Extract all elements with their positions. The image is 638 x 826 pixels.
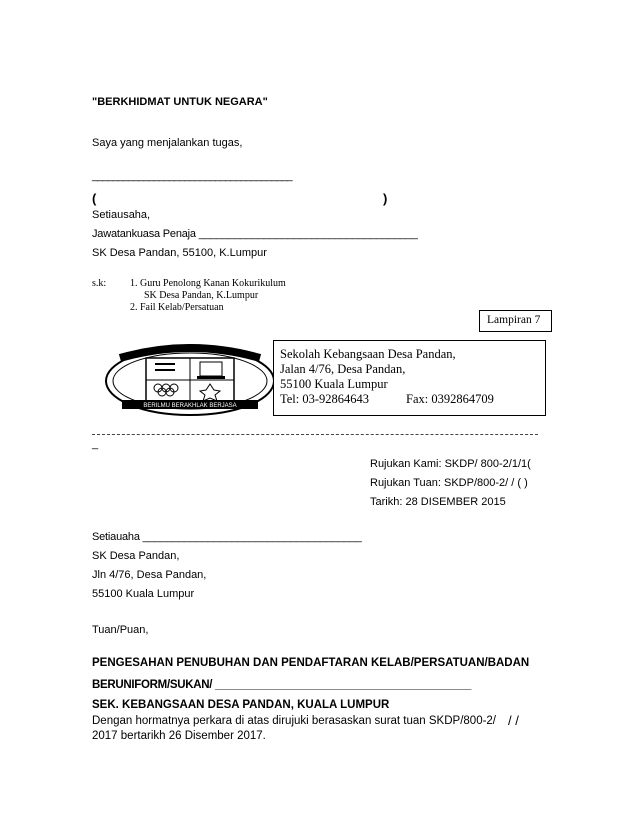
crest-motto: BERILMU BERAKHLAK BERJASA xyxy=(143,403,237,409)
school-city: 55100 Kuala Lumpur xyxy=(280,377,388,391)
intro-text: Saya yang menjalankan tugas, xyxy=(92,137,243,149)
ref-kami: Rujukan Kami: SKDP/ 800-2/1/1( xyxy=(370,458,531,470)
ref-tuan: Rujukan Tuan: SKDP/800-2/ / ( ) xyxy=(370,477,528,489)
recipient-school: SK Desa Pandan, xyxy=(92,550,180,562)
cc-item-2: 2. Fail Kelab/Persatuan xyxy=(130,302,224,313)
body-line-2: 2017 bertarikh 26 Disember 2017. xyxy=(92,730,266,742)
header-divider xyxy=(92,434,538,435)
subject-line-3: SEK. KEBANGSAAN DESA PANDAN, KUALA LUMPUR xyxy=(92,699,390,711)
lampiran-label: Lampiran 7 xyxy=(487,314,541,326)
sender-address: SK Desa Pandan, 55100, K.Lumpur xyxy=(92,247,267,259)
salutation: Tuan/Puan, xyxy=(92,624,149,636)
cc-item-1-sub: SK Desa Pandan, K.Lumpur xyxy=(144,290,259,301)
cc-label: s.k: xyxy=(92,278,107,289)
cc-item-1: 1. Guru Penolong Kanan Kokurikulum xyxy=(130,278,286,289)
school-crest-icon xyxy=(100,344,280,418)
sender-title: Setiausaha, xyxy=(92,209,151,221)
recipient-title: Setiauaha _____________________________________ xyxy=(92,531,362,543)
sender-committee: Jawatankuasa Penaja _____________________________________ xyxy=(92,228,418,240)
name-open-paren: ( xyxy=(92,191,97,206)
name-close-paren: ) xyxy=(383,191,388,206)
signature-line: _______________________________________ xyxy=(92,170,292,182)
motto: "BERKHIDMAT UNTUK NEGARA" xyxy=(92,96,268,108)
school-street: Jalan 4/76, Desa Pandan, xyxy=(280,362,406,376)
school-tel: Tel: 03-92864643 xyxy=(280,392,370,406)
subject-line-2: BERUNIFORM/SUKAN/ __________________________________________ xyxy=(92,679,472,691)
recipient-city: 55100 Kuala Lumpur xyxy=(92,588,195,600)
ref-date: Tarikh: 28 DISEMBER 2015 xyxy=(370,496,506,508)
lampiran-box xyxy=(479,310,552,332)
school-info-box xyxy=(273,340,546,416)
subject-line-1: PENGESAHAN PENUBUHAN DAN PENDAFTARAN KELAB/PERSATUAN/BADAN xyxy=(92,657,530,669)
school-name: Sekolah Kebangsaan Desa Pandan, xyxy=(280,347,456,361)
body-line-1: Dengan hormatnya perkara di atas dirujuki berasaskan surat tuan SKDP/800-2/ xyxy=(92,715,497,727)
recipient-street: Jln 4/76, Desa Pandan, xyxy=(92,569,207,581)
body-slashes: / / xyxy=(508,713,519,728)
divider-tail: _ xyxy=(92,438,99,450)
school-fax: Fax: 0392864709 xyxy=(406,392,494,406)
